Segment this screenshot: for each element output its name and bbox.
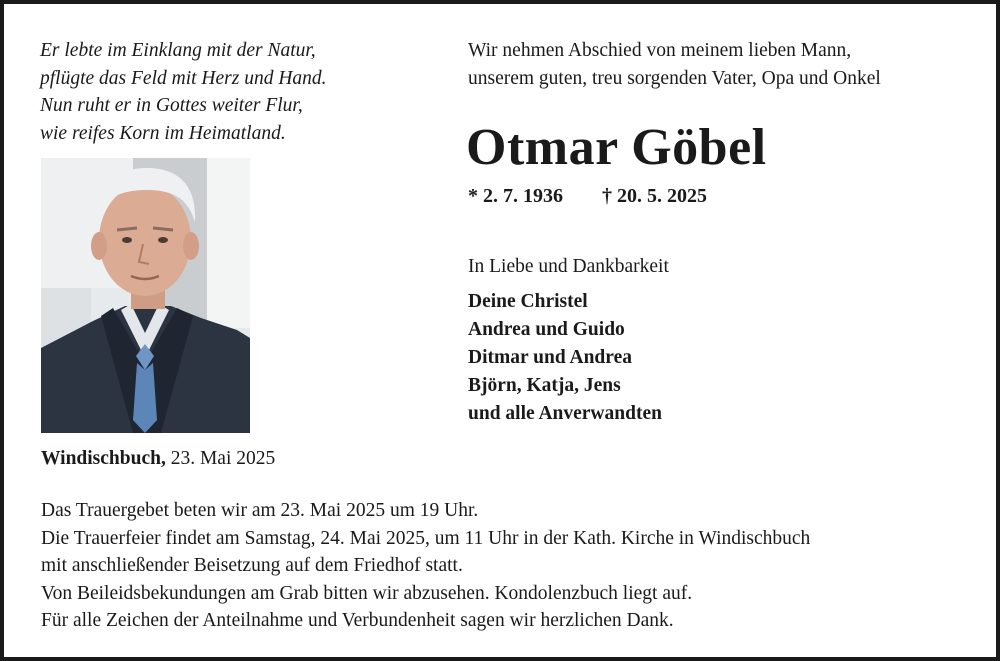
mourner: Ditmar und Andrea (468, 347, 632, 368)
intro-line: Wir nehmen Abschied von meinem lieben Mann, (468, 40, 852, 61)
mourner: Andrea und Guido (468, 319, 625, 340)
death-date: † 20. 5. 2025 (602, 185, 707, 207)
farewell-intro (468, 37, 978, 92)
notes-line: Das Trauergebet beten wir am 23. Mai 2025 um 19 Uhr. (41, 500, 479, 521)
notes-line: mit anschließender Beisetzung auf dem Friedhof statt. (41, 555, 463, 576)
poem-line: Nun ruht er in Gottes weiter Flur, (40, 95, 303, 116)
notes-line: Für alle Zeichen der Anteilnahme und Verbundenheit sagen wir herzlichen Dank. (41, 610, 674, 631)
memorial-poem (40, 37, 440, 147)
notes-line: Von Beileidsbekundungen am Grab bitten wir abzusehen. Kondolenzbuch liegt auf. (41, 582, 693, 604)
mourner: Björn, Katja, Jens (468, 375, 621, 396)
notes-line: Die Trauerfeier findet am Samstag, 24. Mai 2025, um 11 Uhr in der Kath. Kirche in Windischbuch (41, 527, 811, 549)
gratitude-line: In Liebe und Dankbarkeit (468, 256, 669, 277)
poem-line: Er lebte im Einklang mit der Natur, (40, 40, 316, 61)
notice-date: 23. Mai 2025 (170, 448, 276, 469)
place-name: Windischbuch, (41, 448, 166, 469)
intro-line: unserem guten, treu sorgenden Vater, Opa und Onkel (468, 67, 881, 89)
mourner: und alle Anverwandten (468, 403, 662, 424)
place-and-date (41, 448, 275, 470)
portrait-photo (41, 158, 250, 433)
mourner: Deine Christel (468, 291, 588, 312)
poem-line: pflügte das Feld mit Herz und Hand. (40, 67, 327, 89)
mourners-list (468, 288, 662, 428)
service-information (41, 497, 981, 635)
poem-line: wie reifes Korn im Heimatland. (40, 122, 286, 144)
life-dates (468, 185, 707, 208)
deceased-name: Otmar Göbel (466, 119, 767, 176)
birth-date: * 2. 7. 1936 (468, 185, 563, 207)
